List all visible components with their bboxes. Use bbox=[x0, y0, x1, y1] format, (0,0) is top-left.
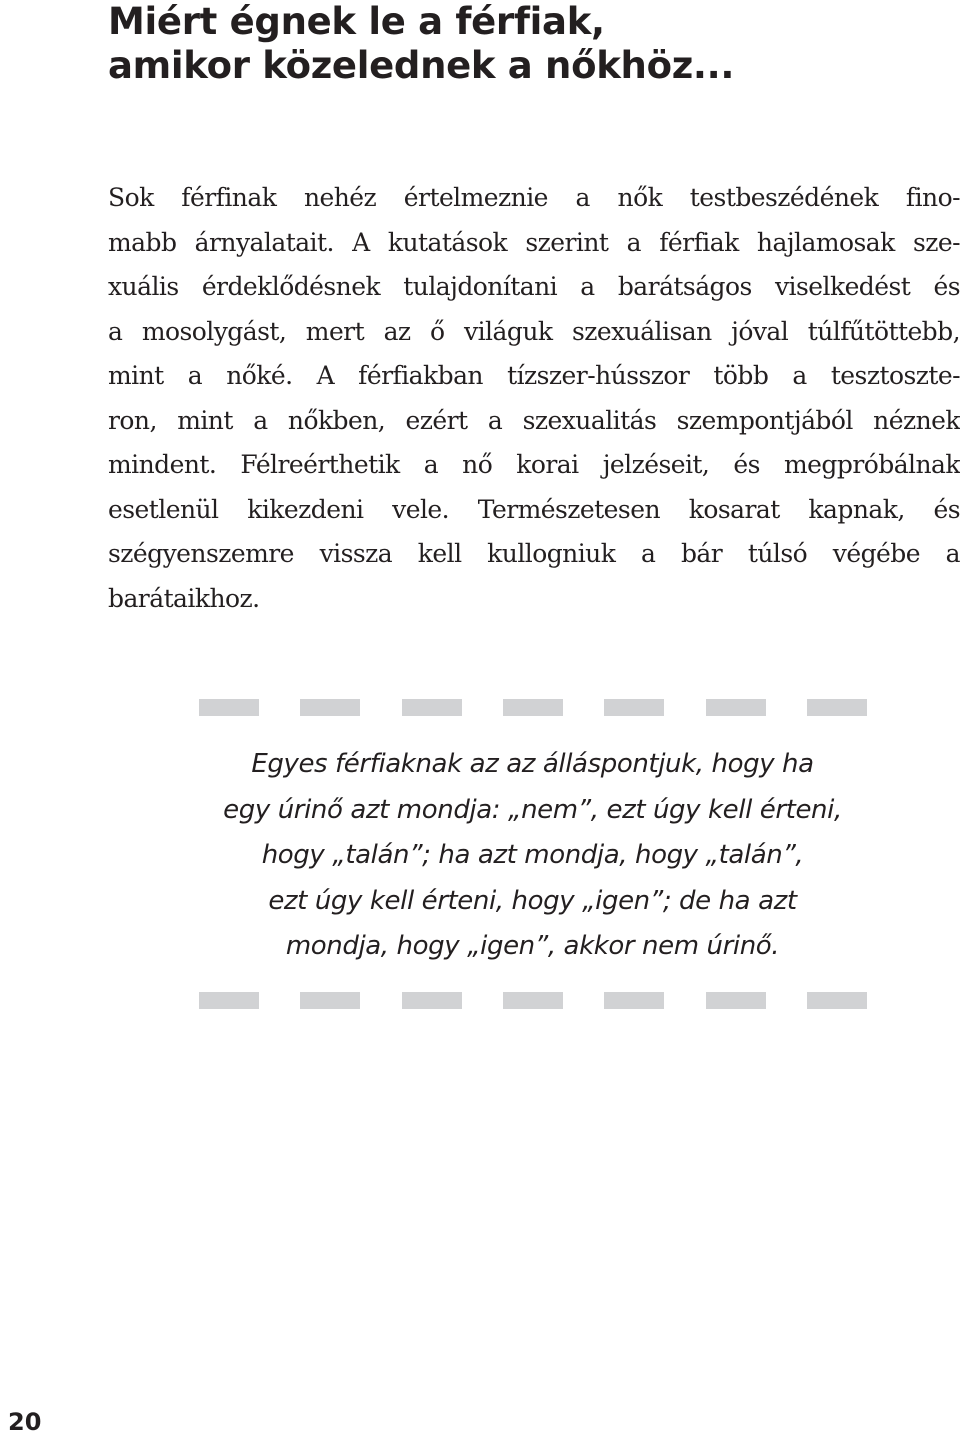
divider-dash bbox=[807, 992, 867, 1009]
body-line: mindent. Félreérthetik a nő korai jelzéseit, és megpróbálnak bbox=[108, 450, 960, 479]
heading-line-2: amikor közelednek a nőkhöz... bbox=[108, 44, 735, 87]
top-dashed-divider bbox=[199, 699, 867, 716]
body-line: esetlenül kikezdeni vele. Természetesen kosarat kapnak, és bbox=[108, 494, 960, 524]
body-line: mint a nőké. A férfiakban tízszer-hússzor több a tesztoszte- bbox=[108, 361, 960, 390]
page-number: 20 bbox=[8, 1408, 42, 1436]
divider-dash bbox=[300, 699, 360, 716]
body-line: ron, mint a nőkben, ezért a szexualitás szempontjából néznek bbox=[108, 405, 960, 435]
body-line: mabb árnyalatait. A kutatások szerint a férfiak hajlamosak sze- bbox=[108, 227, 960, 257]
quote-line: Egyes férfiaknak az az álláspontjuk, hogy ha bbox=[251, 749, 814, 779]
divider-dash bbox=[300, 992, 360, 1009]
divider-dash bbox=[199, 992, 259, 1009]
divider-dash bbox=[503, 992, 563, 1009]
body-line: a mosolygást, mert az ő világuk szexuálisan jóval túlfűtöttebb, bbox=[108, 316, 960, 346]
divider-dash bbox=[807, 699, 867, 716]
divider-dash bbox=[604, 699, 664, 716]
divider-dash bbox=[402, 992, 462, 1009]
divider-dash bbox=[604, 992, 664, 1009]
divider-dash bbox=[199, 699, 259, 716]
body-line: barátaikhoz. bbox=[108, 583, 260, 613]
divider-dash bbox=[706, 699, 766, 716]
pull-quote bbox=[160, 742, 905, 970]
heading-line-1: Miért égnek le a férfiak, bbox=[108, 0, 605, 43]
bottom-dashed-divider bbox=[199, 992, 867, 1009]
quote-line: egy úrinő azt mondja: „nem”, ezt úgy kell érteni, bbox=[223, 794, 842, 825]
divider-dash bbox=[706, 992, 766, 1009]
quote-line: mondja, hogy „igen”, akkor nem úrinő. bbox=[285, 931, 780, 961]
body-line: szégyenszemre vissza kell kullogniuk a bár túlsó végébe a bbox=[108, 539, 960, 568]
quote-line: ezt úgy kell érteni, hogy „igen”; de ha azt bbox=[268, 885, 797, 916]
body-paragraph bbox=[108, 176, 960, 621]
divider-dash bbox=[503, 699, 563, 716]
body-line: xuális érdeklődésnek tulajdonítani a barátságos viselkedést és bbox=[108, 272, 960, 301]
quote-line: hogy „talán”; ha azt mondja, hogy „talán”, bbox=[261, 840, 804, 870]
body-line: Sok férfinak nehéz értelmeznie a nők testbeszédének fino- bbox=[108, 183, 960, 212]
chapter-heading bbox=[108, 0, 928, 88]
divider-dash bbox=[402, 699, 462, 716]
